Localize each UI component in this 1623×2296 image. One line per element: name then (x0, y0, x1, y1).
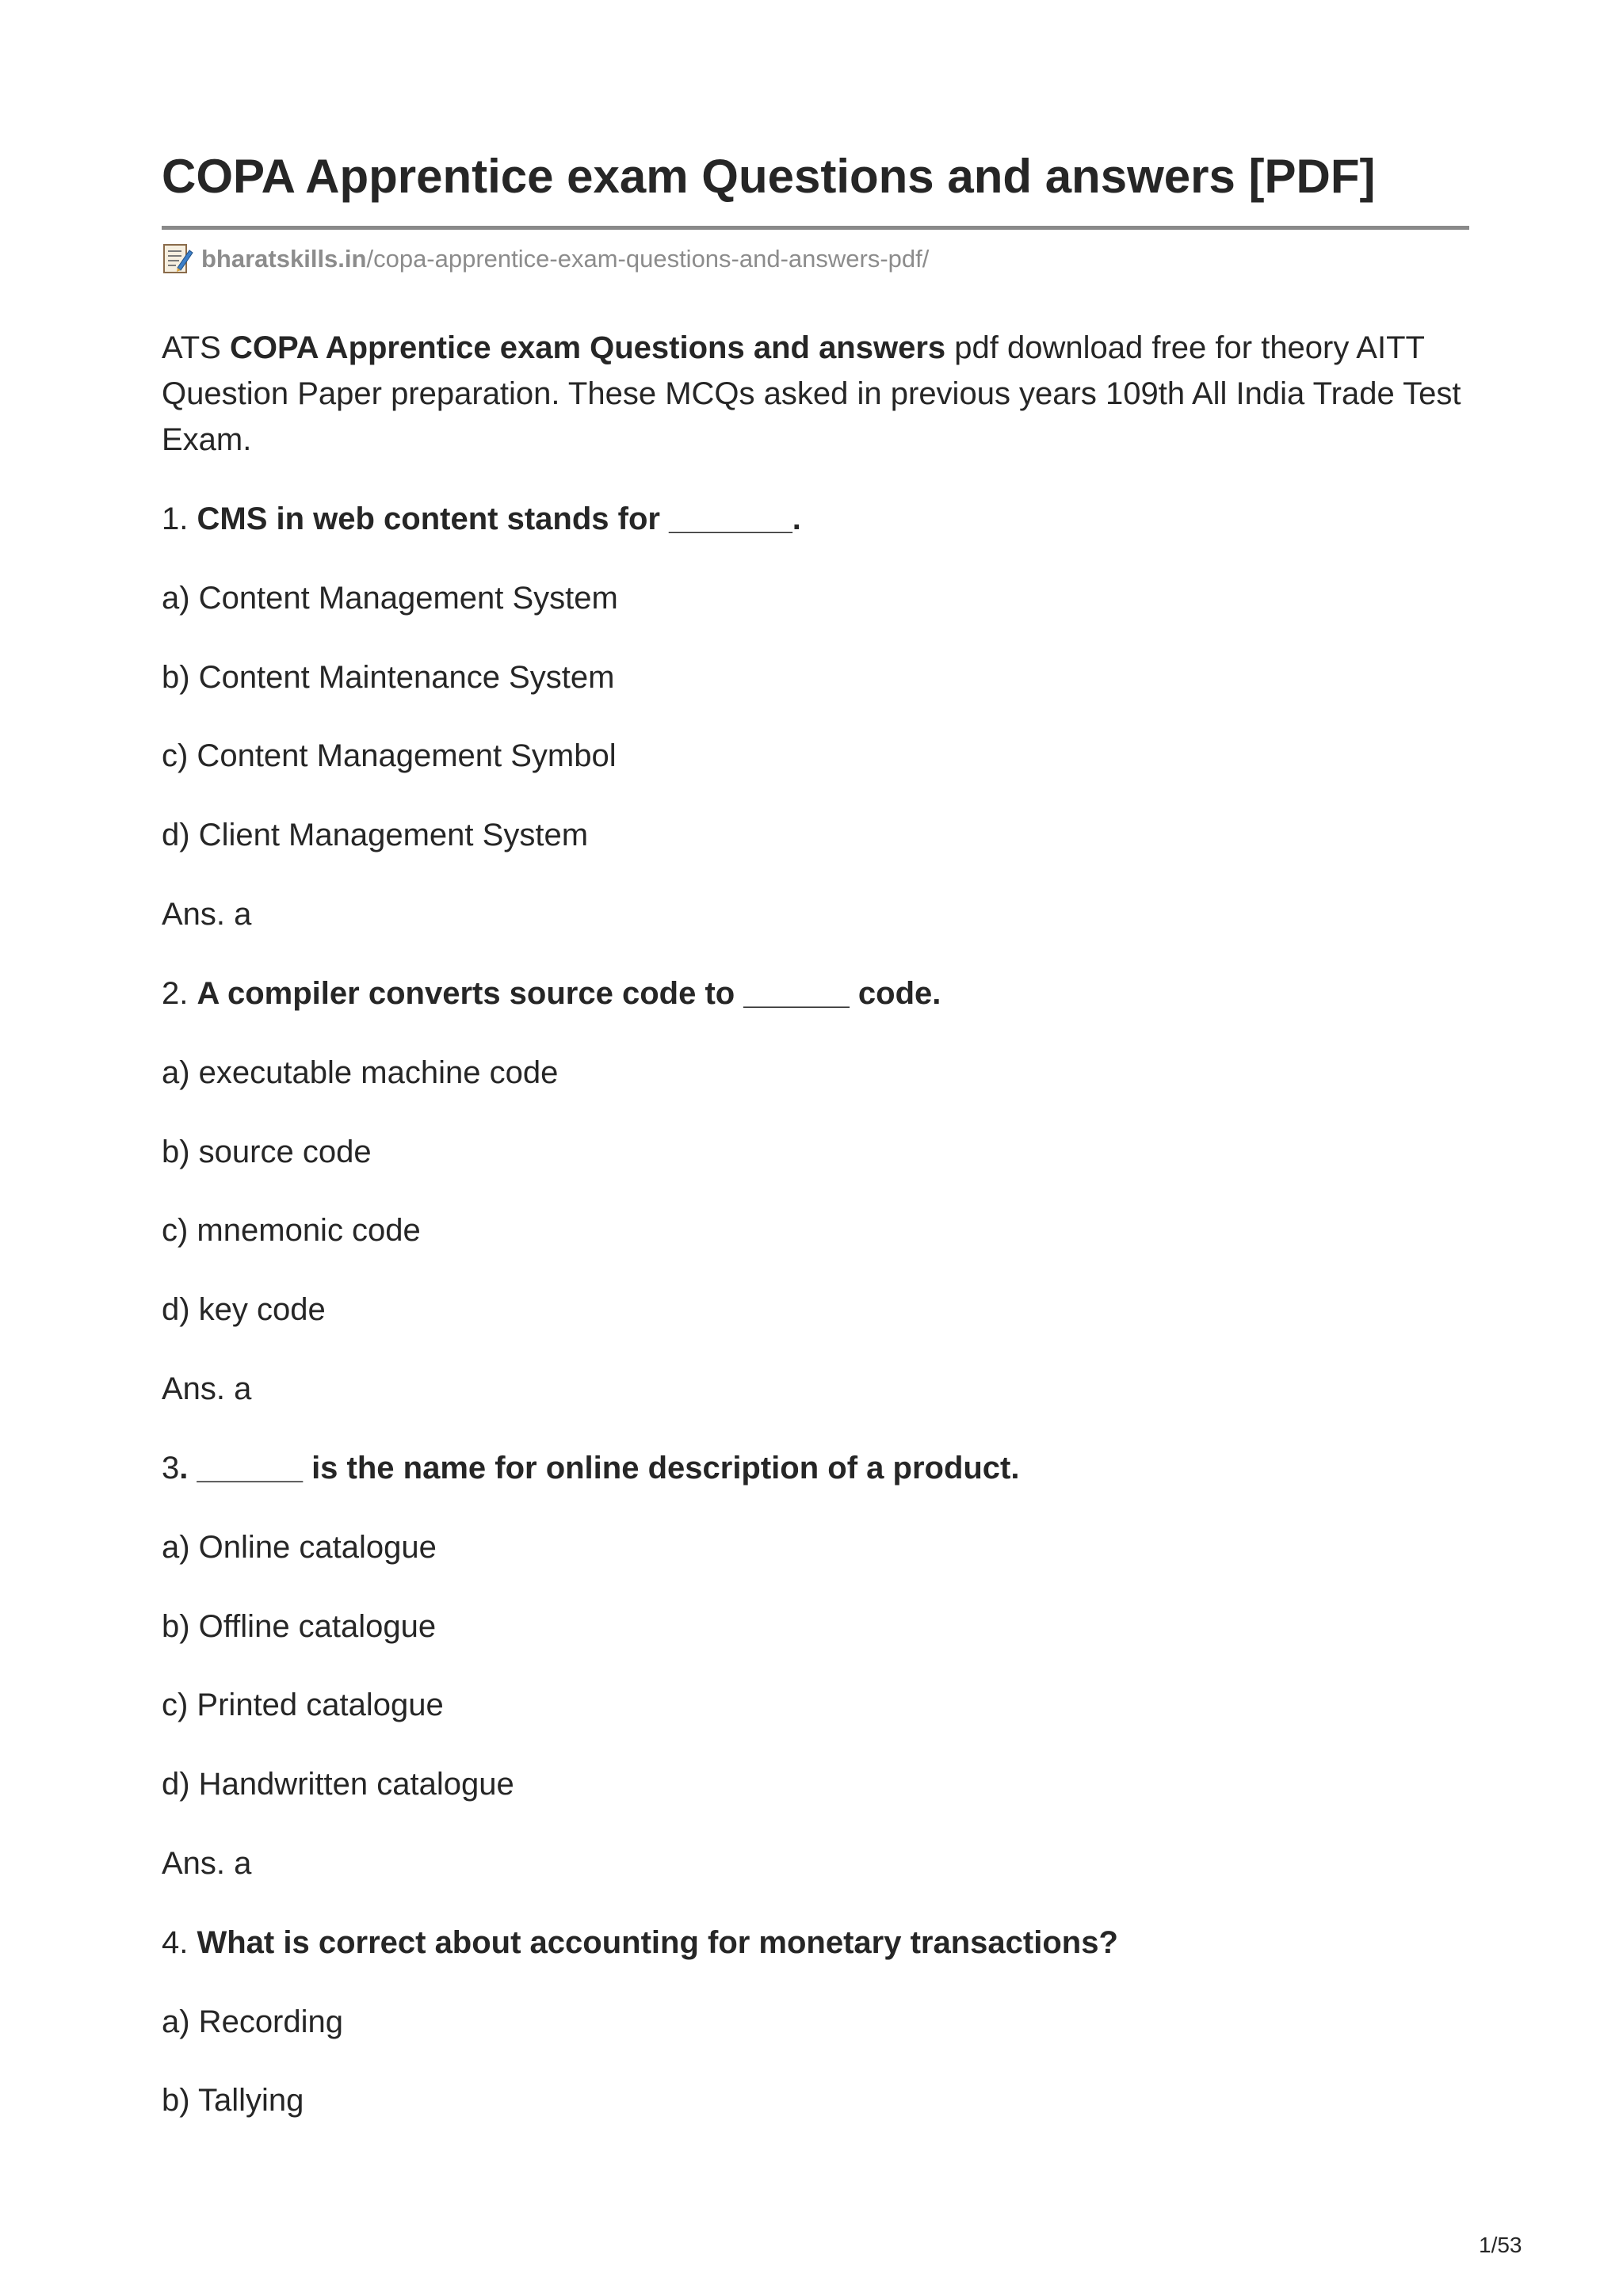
question-number: 4. (162, 1925, 197, 1960)
intro-prefix: ATS (162, 330, 230, 365)
question-1 (162, 500, 801, 538)
source-path: /copa-apprentice-exam-questions-and-answers-pdf/ (366, 245, 930, 273)
question-number: 3 (162, 1451, 180, 1486)
question-2 (162, 974, 941, 1013)
option-3c: c) Printed catalogue (162, 1688, 444, 1722)
option-2a: a) executable machine code (162, 1055, 559, 1090)
option-1d: d) Client Management System (162, 818, 589, 852)
option-1b: b) Content Maintenance System (162, 660, 615, 695)
answer-3: Ans. a (162, 1846, 252, 1881)
answer-1: Ans. a (162, 897, 252, 932)
intro-suffix: pdf download free for theory AITT Question Paper preparation. These MCQs asked in previous years 109th All India Trade Test Exam. (162, 330, 1461, 457)
question-4 (162, 1924, 1118, 1962)
question-number: 2. (162, 976, 197, 1011)
intro-paragraph (162, 325, 1477, 463)
page-title: COPA Apprentice exam Questions and answers [PDF] (162, 150, 1376, 203)
option-3a: a) Online catalogue (162, 1530, 437, 1565)
option-4b: b) Tallying (162, 2083, 304, 2118)
question-3 (162, 1449, 1019, 1487)
option-3b: b) Offline catalogue (162, 1609, 437, 1644)
option-1a: a) Content Management System (162, 581, 618, 616)
document-pencil-icon (162, 242, 193, 276)
option-1c: c) Content Management Symbol (162, 738, 617, 773)
question-text: What is correct about accounting for monetary transactions? (197, 1925, 1118, 1960)
question-text: A compiler converts source code to ______ code. (197, 976, 941, 1011)
source-link[interactable] (162, 242, 929, 277)
question-number: 1. (162, 502, 197, 536)
source-domain: bharatskills.in (201, 245, 367, 273)
question-text: CMS in web content stands for _______. (197, 502, 801, 536)
question-text: . ______ is the name for online description of a product. (179, 1451, 1020, 1486)
title-divider (162, 226, 1469, 230)
page-number: 1/53 (1479, 2233, 1522, 2257)
option-2d: d) key code (162, 1292, 326, 1327)
option-2c: c) mnemonic code (162, 1213, 421, 1248)
option-2b: b) source code (162, 1135, 372, 1169)
intro-bold: COPA Apprentice exam Questions and answers (229, 330, 946, 365)
option-3d: d) Handwritten catalogue (162, 1767, 514, 1802)
option-4a: a) Recording (162, 2004, 344, 2039)
answer-2: Ans. a (162, 1371, 252, 1406)
